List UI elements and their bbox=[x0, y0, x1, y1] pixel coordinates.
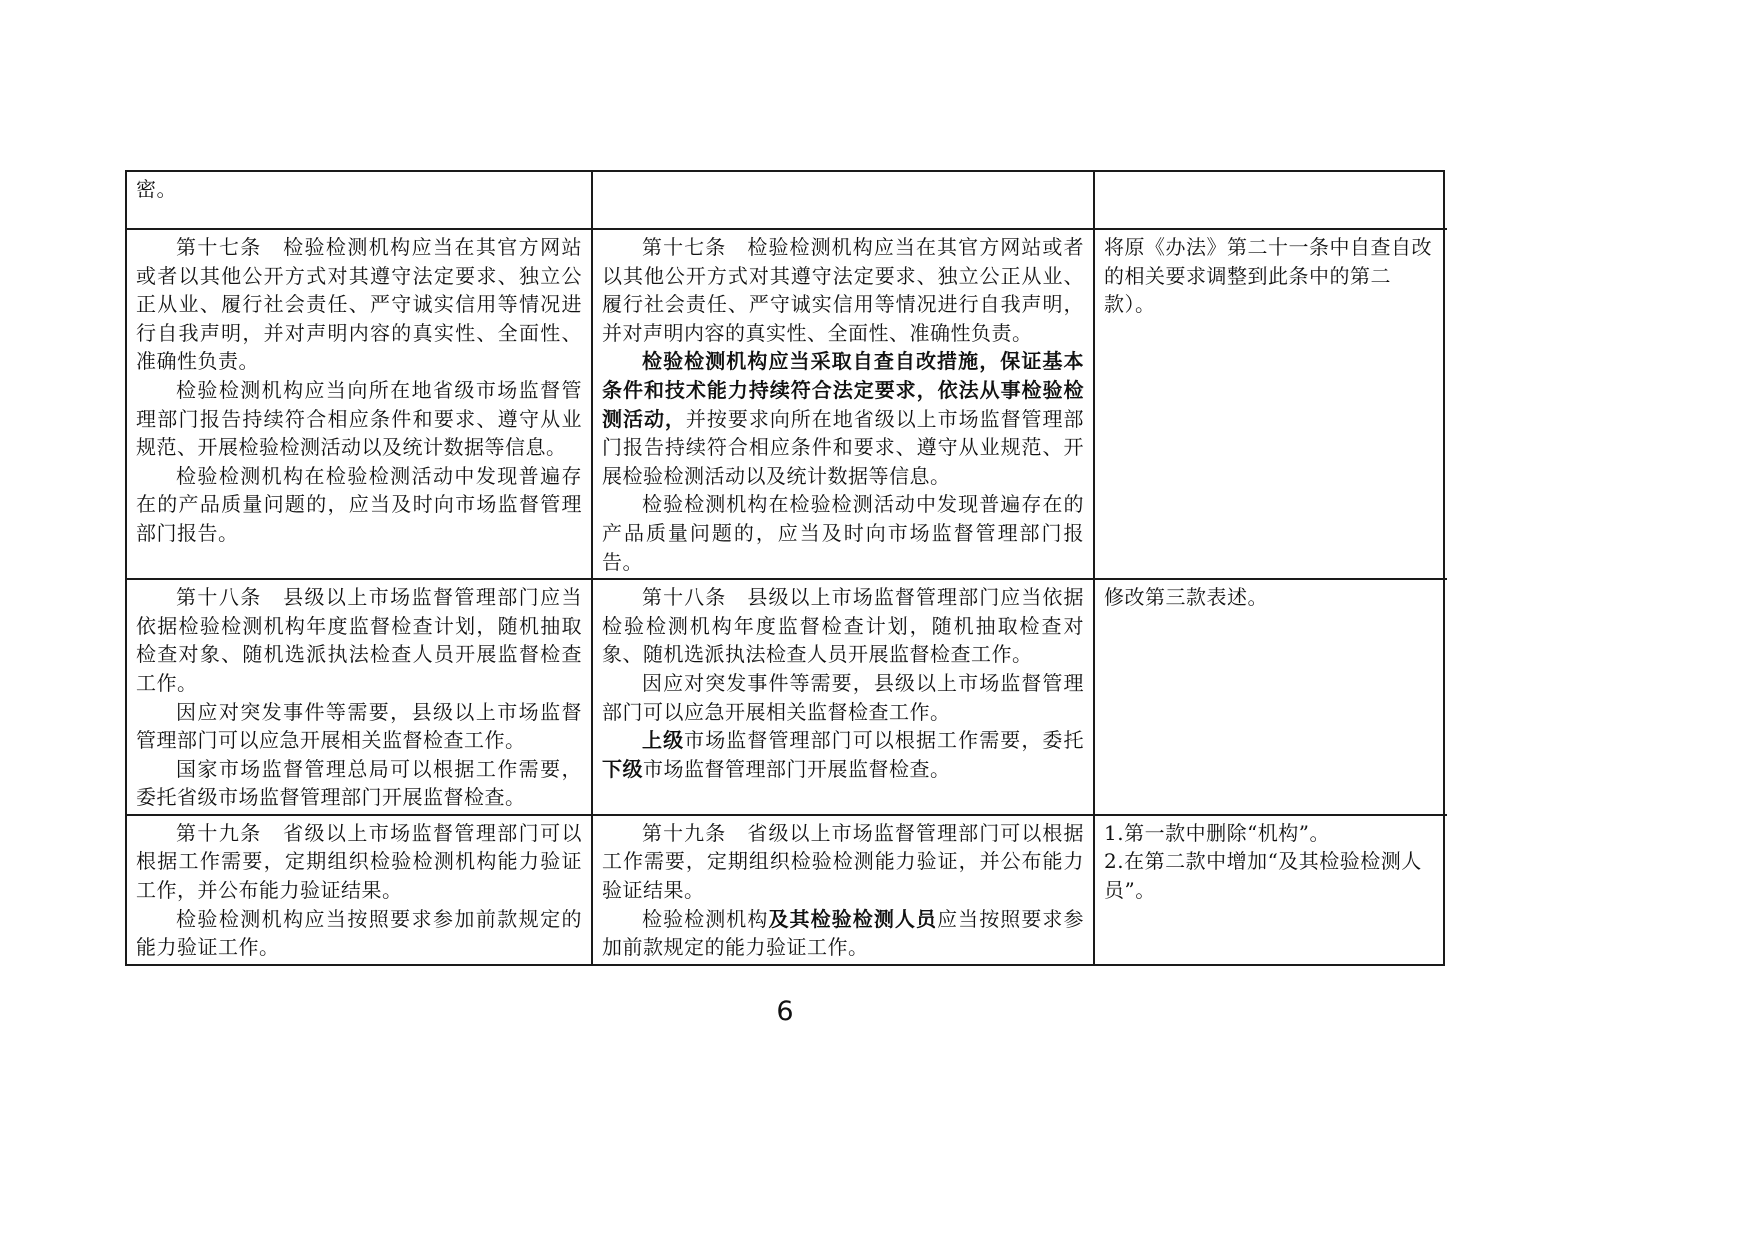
text-segment: 检验检测机构 bbox=[642, 906, 769, 931]
paragraph bbox=[1104, 819, 1438, 848]
text-segment: 第十九条 省级以上市场监督管理部门可以根据工作需要，定期组织检验检测能力验证，并公布能力验证结果。 bbox=[602, 820, 1084, 903]
text-segment: 检验检测机构应当向所在地省级市场监督管理部门报告持续符合相应条件和要求、遵守从业规范、开展检验检测活动以及统计数据等信息。 bbox=[136, 377, 582, 460]
revision-emphasis-text: 下级 bbox=[602, 756, 643, 781]
text-segment: 因应对突发事件等需要，县级以上市场监督管理部门可以应急开展相关监督检查工作。 bbox=[136, 699, 582, 753]
text-segment: 1.第一款中删除“机构”。 bbox=[1104, 820, 1331, 845]
revision-emphasis-text: 及其检验检测人员 bbox=[768, 906, 938, 931]
table-cell-r4-c1 bbox=[127, 816, 593, 964]
paragraph bbox=[1104, 847, 1438, 904]
table-cell-r3-c1 bbox=[127, 580, 593, 816]
table-cell-r1-c1 bbox=[127, 172, 593, 230]
revision-emphasis-text: 检验检测机构应当采取自查自改措施，保证基本条件和技术能力持续符合法定要求，依法从事检验检测活动， bbox=[602, 349, 1084, 431]
text-segment: 密。 bbox=[136, 177, 177, 201]
text-segment: 检验检测机构在检验检测活动中发现普遍存在的产品质量问题的，应当及时向市场监督管理部门报告。 bbox=[602, 492, 1084, 574]
comparison-table bbox=[125, 170, 1445, 966]
paragraph bbox=[136, 755, 582, 812]
table-cell-r3-c3 bbox=[1095, 580, 1447, 816]
text-segment: 修改第三款表述。 bbox=[1104, 585, 1268, 610]
table-cell-r4-c2 bbox=[593, 816, 1095, 964]
text-segment: 因应对突发事件等需要，县级以上市场监督管理部门可以应急开展相关监督检查工作。 bbox=[602, 670, 1084, 724]
paragraph bbox=[602, 233, 1084, 347]
text-segment: 市场监督管理部门可以根据工作需要，委托 bbox=[684, 728, 1085, 753]
paragraph bbox=[136, 233, 582, 376]
revision-emphasis-text: 上级 bbox=[642, 728, 685, 753]
paragraph bbox=[136, 819, 582, 905]
table-cell-r3-c2 bbox=[593, 580, 1095, 816]
text-segment: 应当按照要求参加前款规定的能力验证工作。 bbox=[602, 906, 1085, 960]
paragraph bbox=[602, 905, 1084, 962]
paragraph bbox=[602, 583, 1084, 669]
paragraph bbox=[1104, 583, 1438, 612]
text-segment: 将原《办法》第二十一条中自查自改的相关要求调整到此条中的第二款）。 bbox=[1104, 235, 1432, 317]
text-segment: 2.在第二款中增加“及其检验检测人员”。 bbox=[1104, 849, 1422, 903]
table-cell-r2-c1 bbox=[127, 230, 593, 580]
text-segment: 第十八条 县级以上市场监督管理部门应当依据检验检测机构年度监督检查计划，随机抽取检查对象、随机选派执法检查人员开展监督检查工作。 bbox=[602, 585, 1084, 667]
paragraph bbox=[136, 905, 582, 962]
text-segment: 并按要求向所在地省级以上市场监督管理部门报告持续符合相应条件和要求、遵守从业规范、开展检验检测活动以及统计数据等信息。 bbox=[602, 406, 1085, 488]
paragraph bbox=[602, 819, 1084, 905]
text-segment: 第十八条 县级以上市场监督管理部门应当依据检验检测机构年度监督检查计划，随机抽取检查对象、随机选派执法检查人员开展监督检查工作。 bbox=[136, 585, 582, 695]
paragraph bbox=[1104, 233, 1438, 319]
paragraph bbox=[136, 462, 582, 548]
paragraph bbox=[602, 669, 1084, 726]
paragraph bbox=[602, 726, 1084, 783]
table-cell-r2-c2 bbox=[593, 230, 1095, 580]
paragraph bbox=[136, 175, 582, 204]
paragraph bbox=[602, 347, 1084, 490]
text-segment: 第十七条 检验检测机构应当在其官方网站或者以其他公开方式对其遵守法定要求、独立公正从业、履行社会责任、严守诚实信用等情况进行自我声明，并对声明内容的真实性、全面性、准确性负责。 bbox=[136, 235, 582, 374]
text-segment: 检验检测机构应当按照要求参加前款规定的能力验证工作。 bbox=[136, 906, 582, 960]
text-segment: 第十七条 检验检测机构应当在其官方网站或者以其他公开方式对其遵守法定要求、独立公正从业、履行社会责任、严守诚实信用等情况进行自我声明，并对声明内容的真实性、全面性、准确性负责。 bbox=[602, 235, 1084, 345]
text-segment: 检验检测机构在检验检测活动中发现普遍存在的产品质量问题的，应当及时向市场监督管理部门报告。 bbox=[136, 463, 582, 545]
page-number: 6 bbox=[776, 996, 794, 1027]
paragraph bbox=[136, 376, 582, 462]
paragraph bbox=[136, 698, 582, 755]
text-segment: 第十九条 省级以上市场监督管理部门可以根据工作需要，定期组织检验检测机构能力验证工作，并公布能力验证结果。 bbox=[136, 820, 582, 903]
paragraph bbox=[136, 583, 582, 697]
paragraph bbox=[602, 490, 1084, 576]
table-cell-r1-c2 bbox=[593, 172, 1095, 230]
table-cell-r4-c3 bbox=[1095, 816, 1447, 964]
table-cell-r1-c3 bbox=[1095, 172, 1447, 230]
text-segment: 国家市场监督管理总局可以根据工作需要，委托省级市场监督管理部门开展监督检查。 bbox=[136, 756, 582, 810]
table-cell-r2-c3 bbox=[1095, 230, 1447, 580]
text-segment: 市场监督管理部门开展监督检查。 bbox=[643, 756, 951, 781]
